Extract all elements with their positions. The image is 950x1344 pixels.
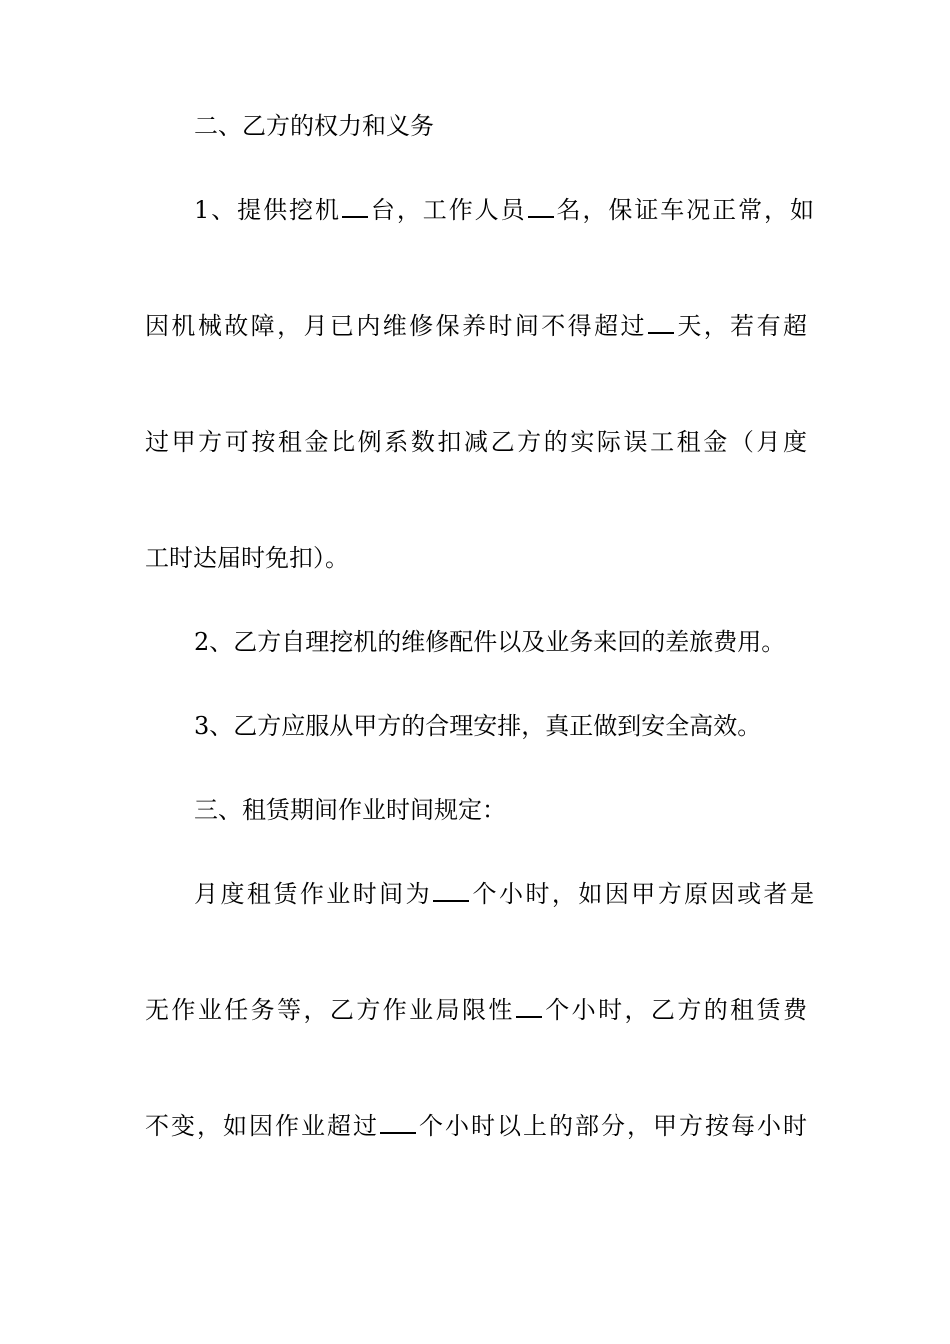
text-segment: 无作业任务等，乙方作业局限性	[145, 996, 515, 1024]
paragraph-1-line-1	[194, 194, 814, 226]
text-segment: 过甲方可按租金比例系数扣减乙方的实际误工租金（月度	[145, 428, 807, 456]
text-segment: 1、提供挖机	[194, 196, 341, 224]
text-segment: 个小时，乙方的租赁费	[542, 996, 808, 1024]
text-segment: 个小时，如因甲方原因或者是	[470, 880, 815, 908]
text-segment: 3、乙方应服从甲方的合理安排，真正做到安全高效。	[194, 712, 762, 740]
paragraph-1-line-2	[145, 310, 807, 342]
fill-blank	[516, 994, 542, 1018]
fill-blank	[380, 1110, 416, 1134]
section-heading-3	[194, 794, 814, 826]
paragraph-2	[194, 626, 814, 658]
text-segment: 名，保证车况正常，如	[554, 196, 815, 224]
fill-blank	[433, 878, 469, 902]
section-heading-2	[194, 110, 814, 142]
paragraph-4-line-3	[145, 1110, 807, 1142]
text-segment: 工时达届时免扣）。	[145, 544, 349, 572]
text-segment: 月度租赁作业时间为	[194, 880, 433, 908]
heading-text: 二、乙方的权力和义务	[194, 112, 434, 140]
fill-blank	[342, 194, 368, 218]
fill-blank	[528, 194, 554, 218]
fill-blank	[648, 310, 674, 334]
paragraph-4-line-1	[194, 878, 814, 910]
paragraph-1-line-4	[145, 542, 807, 574]
paragraph-1-line-3	[145, 426, 807, 458]
heading-text: 三、租赁期间作业时间规定：	[194, 796, 506, 824]
text-segment: 台，工作人员	[368, 196, 527, 224]
text-segment: 因机械故障，月已内维修保养时间不得超过	[145, 312, 647, 340]
paragraph-4-line-2	[145, 994, 807, 1026]
text-segment: 天，若有超	[674, 312, 808, 340]
text-segment: 2、乙方自理挖机的维修配件以及业务来回的差旅费用。	[194, 628, 786, 656]
text-segment: 不变，如因作业超过	[145, 1112, 379, 1140]
paragraph-3	[194, 710, 814, 742]
text-segment: 个小时以上的部分，甲方按每小时	[417, 1112, 807, 1140]
